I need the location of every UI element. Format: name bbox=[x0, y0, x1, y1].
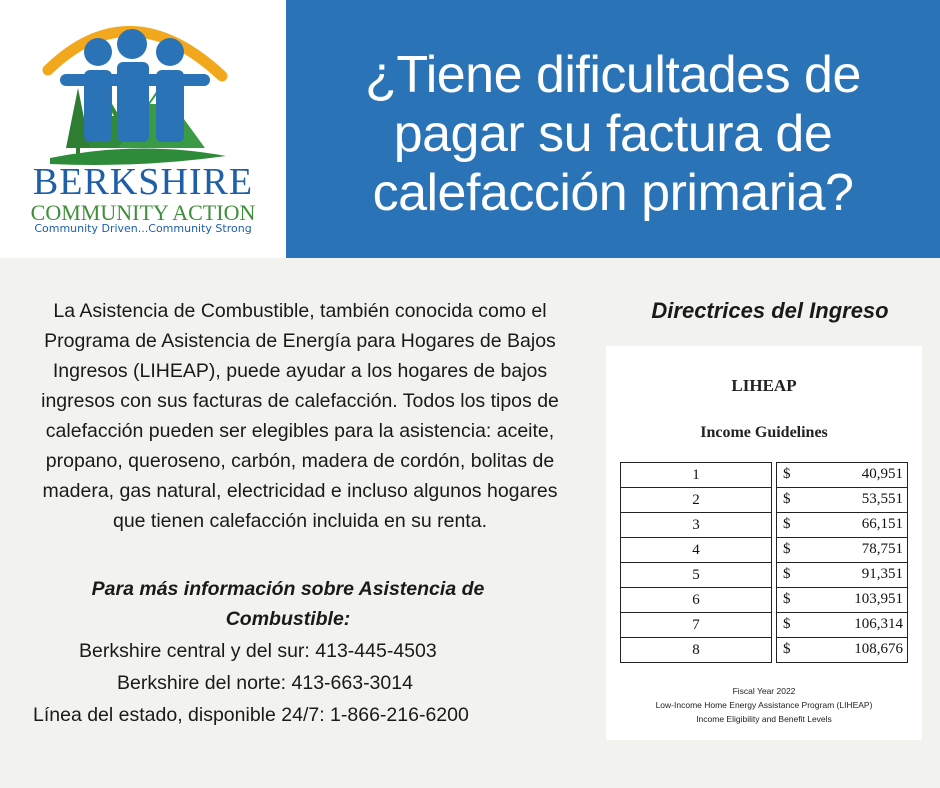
income-limit-value: 40,951 bbox=[861, 466, 903, 482]
currency-symbol: $ bbox=[783, 566, 791, 582]
household-size-cell: 2 bbox=[621, 488, 772, 513]
phone-central-south: Berkshire central y del sur: 413-445-4503 bbox=[79, 640, 437, 662]
currency-symbol: $ bbox=[783, 541, 791, 557]
household-size-cell: 7 bbox=[621, 613, 772, 638]
phone-north: Berkshire del norte: 413-663-3014 bbox=[117, 672, 413, 694]
income-limit-cell bbox=[777, 563, 908, 588]
paragraph-line: Programa de Asistencia de Energía para Hogares de Bajos bbox=[44, 330, 556, 352]
table-row bbox=[621, 588, 908, 613]
logo-tagline: Community Driven...Community Strong bbox=[34, 222, 252, 235]
income-table bbox=[620, 462, 908, 663]
income-limit-value: 66,151 bbox=[861, 516, 903, 532]
income-limit-cell bbox=[777, 463, 908, 488]
household-size-cell: 8 bbox=[621, 638, 772, 663]
body-paragraph bbox=[0, 296, 600, 536]
guidelines-title: Directrices del Ingreso bbox=[651, 298, 889, 323]
headline-line: calefacción primaria? bbox=[372, 164, 854, 222]
headline-line: ¿Tiene dificultades de bbox=[365, 46, 861, 104]
logo bbox=[0, 0, 286, 258]
income-limit-value: 91,351 bbox=[861, 566, 903, 582]
info-heading-line: Combustible: bbox=[225, 608, 351, 630]
logo-subtitle: COMMUNITY ACTION bbox=[30, 200, 256, 225]
paragraph-line: madera, gas natural, electricidad e incluso algunos hogares bbox=[42, 480, 558, 502]
paragraph-line: calefacción pueden ser elegibles para la asistencia: aceite, bbox=[45, 420, 555, 442]
table-row bbox=[621, 463, 908, 488]
currency-symbol: $ bbox=[783, 591, 791, 607]
headline bbox=[286, 46, 940, 223]
header-banner bbox=[286, 0, 940, 258]
currency-symbol: $ bbox=[783, 641, 791, 657]
footnote-line: Income Eligibility and Benefit Levels bbox=[696, 714, 832, 724]
paragraph-line: ingresos con sus facturas de calefacción. Todos los tipos de bbox=[41, 390, 559, 412]
logo-title: BERKSHIRE bbox=[32, 161, 254, 203]
info-heading bbox=[0, 574, 576, 634]
income-limit-value: 53,551 bbox=[861, 491, 903, 507]
income-limit-value: 103,951 bbox=[854, 591, 903, 607]
income-limit-cell bbox=[777, 588, 908, 613]
income-guidelines-scan bbox=[606, 346, 922, 740]
household-size-cell: 6 bbox=[621, 588, 772, 613]
table-row bbox=[621, 488, 908, 513]
income-limit-value: 108,676 bbox=[854, 641, 903, 657]
household-size-cell: 3 bbox=[621, 513, 772, 538]
income-limit-value: 78,751 bbox=[861, 541, 903, 557]
table-row bbox=[621, 538, 908, 563]
household-size-cell: 1 bbox=[621, 463, 772, 488]
paragraph-line: Ingresos (LIHEAP), puede ayudar a los hogares de bajos bbox=[52, 360, 548, 382]
table-row bbox=[621, 563, 908, 588]
currency-symbol: $ bbox=[783, 466, 791, 482]
headline-line: pagar su factura de bbox=[393, 105, 833, 163]
household-size-cell: 5 bbox=[621, 563, 772, 588]
figure-head-icon bbox=[84, 38, 112, 66]
table-row bbox=[621, 613, 908, 638]
currency-symbol: $ bbox=[783, 516, 791, 532]
income-limit-cell bbox=[777, 488, 908, 513]
paragraph-line: La Asistencia de Combustible, también conocida como el bbox=[53, 300, 547, 322]
scan-heading: LIHEAP bbox=[731, 376, 797, 395]
info-heading-line: Para más información sobre Asistencia de bbox=[91, 578, 485, 600]
household-size-cell: 4 bbox=[621, 538, 772, 563]
income-limit-cell bbox=[777, 613, 908, 638]
footnote-line: Fiscal Year 2022 bbox=[732, 686, 796, 696]
footnote-line: Low-Income Home Energy Assistance Program (LIHEAP) bbox=[655, 700, 873, 710]
income-limit-cell bbox=[777, 638, 908, 663]
income-limit-cell bbox=[777, 513, 908, 538]
currency-symbol: $ bbox=[783, 491, 791, 507]
phone-state-line: Línea del estado, disponible 24/7: 1-866-216-6200 bbox=[33, 704, 469, 726]
table-row bbox=[621, 513, 908, 538]
currency-symbol: $ bbox=[783, 616, 791, 632]
scan-subheading: Income Guidelines bbox=[700, 424, 828, 441]
paragraph-line: que tienen calefacción incluida en su renta. bbox=[112, 510, 487, 532]
table-row bbox=[621, 638, 908, 663]
income-limit-value: 106,314 bbox=[854, 616, 903, 632]
paragraph-line: propano, queroseno, carbón, madera de cordón, bolitas de bbox=[45, 450, 555, 472]
income-limit-cell bbox=[777, 538, 908, 563]
